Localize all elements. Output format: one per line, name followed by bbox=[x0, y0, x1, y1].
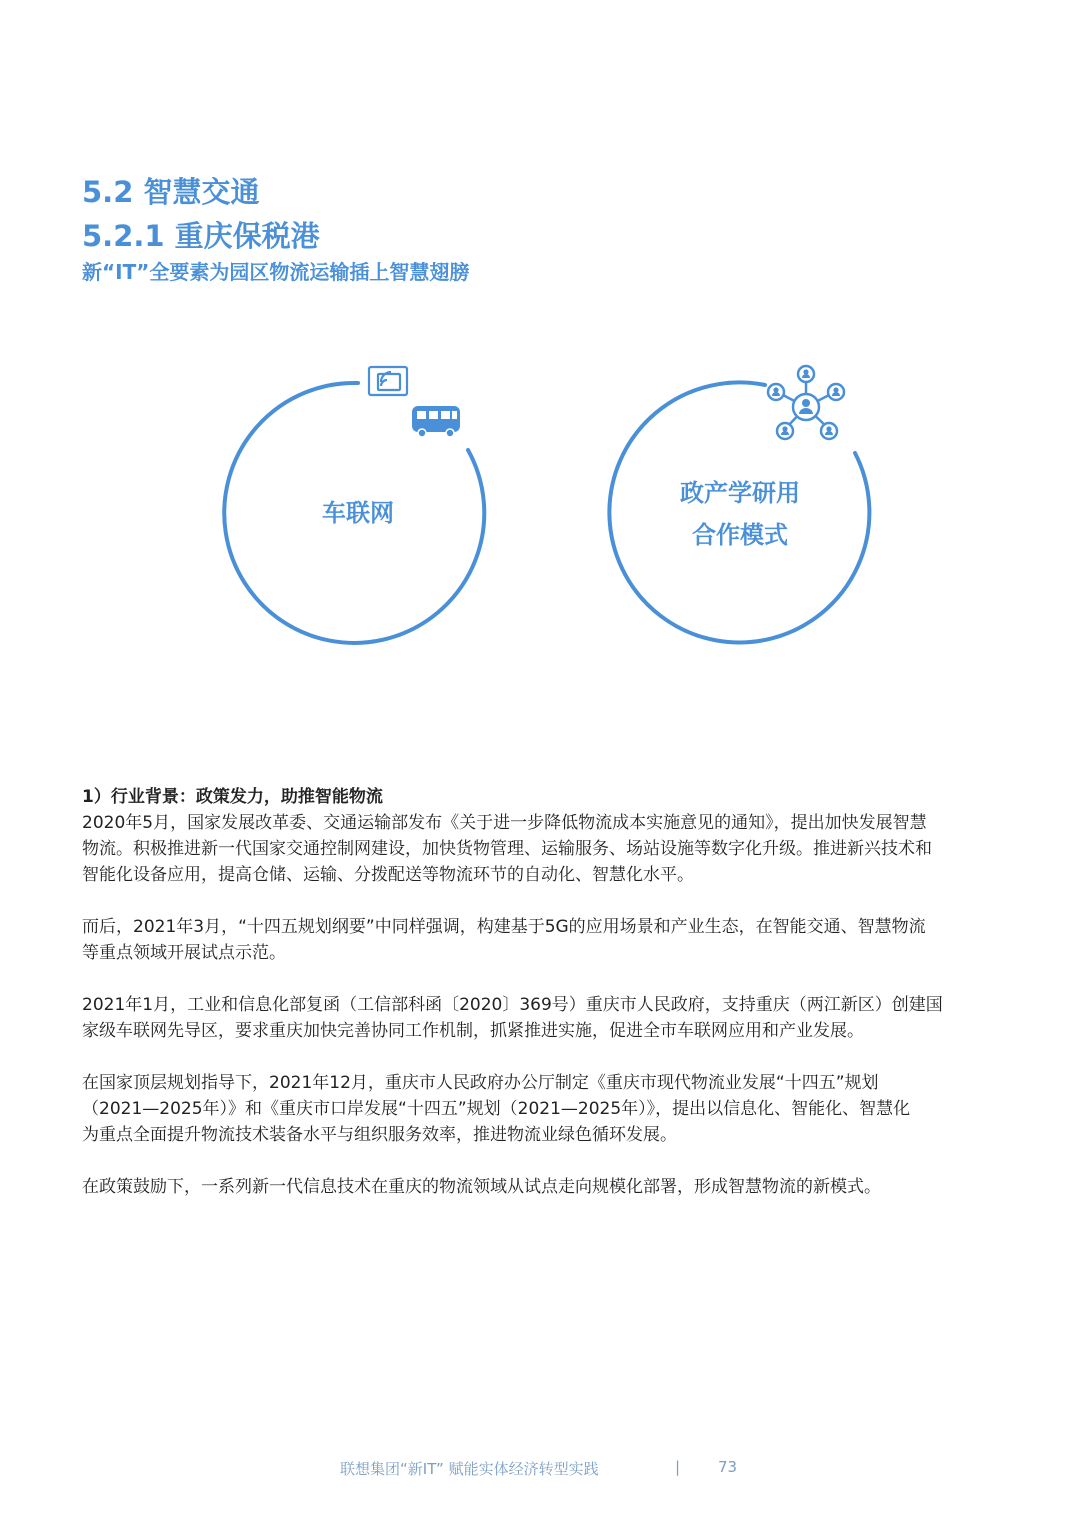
body-content bbox=[82, 784, 1002, 1200]
paragraph-line: 物流。积极推进新一代国家交通控制网建设，加快货物管理、运输服务、场站设施等数字化升级。推进新兴技术和 bbox=[82, 839, 932, 859]
paragraph-line: 在国家顶层规划指导下，2021年12月，重庆市人民政府办公厅制定《重庆市现代物流业发展“十四五”规划 bbox=[82, 1073, 879, 1093]
paragraph-line: 家级车联网先导区，要求重庆加快完善协同工作机制，抓紧推进实施，促进全市车联网应用和产业发展。 bbox=[82, 1021, 864, 1041]
paragraph-line: 在政策鼓励下，一系列新一代信息技术在重庆的物流领域从试点走向规模化部署，形成智慧物流的新模式。 bbox=[82, 1177, 881, 1197]
right-circle-label-line1: 政产学研用 bbox=[680, 479, 800, 507]
right-circle-label bbox=[640, 472, 840, 556]
paragraph-line: 2020年5月，国家发展改革委、交通运输部发布《关于进一步降低物流成本实施意见的通知》，提出加快发展智慧 bbox=[82, 813, 927, 833]
bus-icon bbox=[412, 406, 460, 437]
diagram bbox=[0, 340, 1080, 680]
section-title: 5.2 智慧交通 bbox=[82, 175, 260, 209]
right-circle-label-line2: 合作模式 bbox=[692, 521, 788, 549]
footer-separator: | bbox=[675, 1458, 681, 1476]
left-circle-label: 车联网 bbox=[322, 499, 394, 527]
section-tagline: 新“IT”全要素为园区物流运输插上智慧翅膀 bbox=[82, 260, 470, 284]
wireless-screen-icon bbox=[369, 367, 407, 395]
paragraph-line: 2021年1月，工业和信息化部复函（工信部科函〔2020〕369号）重庆市人民政府，支持重庆（两江新区）创建国 bbox=[82, 995, 943, 1015]
paragraph-line: （2021—2025年）》和《重庆市口岸发展“十四五”规划（2021—2025年）》，提出以信息化、智能化、智慧化 bbox=[82, 1099, 911, 1119]
paragraph-line: 等重点领域开展试点示范。 bbox=[82, 943, 286, 963]
page-number: 73 bbox=[718, 1458, 738, 1476]
paragraph-line: 智能化设备应用，提高仓储、运输、分拨配送等物流环节的自动化、智慧化水平。 bbox=[82, 865, 694, 885]
paragraph-line: 为重点全面提升物流技术装备水平与组织服务效率，推进物流业绿色循环发展。 bbox=[82, 1125, 677, 1145]
subsection-title: 5.2.1 重庆保税港 bbox=[82, 219, 320, 253]
diagram-graphic bbox=[0, 340, 1080, 680]
paragraph-line: 而后，2021年3月，“十四五规划纲要”中同样强调，构建基于5G的应用场景和产业生态，在智能交通、智慧物流 bbox=[82, 917, 926, 937]
people-network-icon bbox=[768, 366, 844, 439]
footer-title: 联想集团“新IT” 赋能实体经济转型实践 bbox=[340, 1460, 599, 1478]
body-heading: 1）行业背景：政策发力，助推智能物流 bbox=[82, 787, 383, 807]
